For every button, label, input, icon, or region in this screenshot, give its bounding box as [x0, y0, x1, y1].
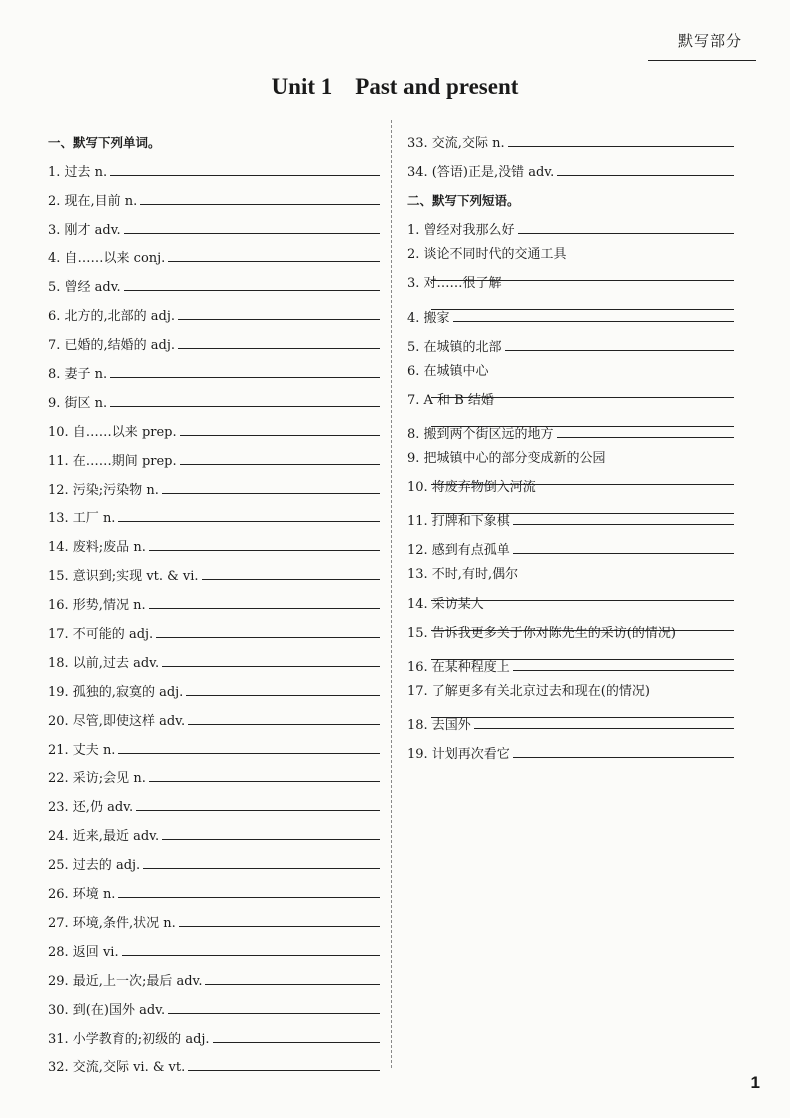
- item-label: 11. 打牌和下象棋: [407, 514, 510, 530]
- list-item: [407, 238, 734, 267]
- list-item: [48, 931, 380, 960]
- list-item: [407, 151, 734, 180]
- list-item: [48, 729, 380, 758]
- answer-blank-line[interactable]: [118, 507, 380, 522]
- answer-blank-line[interactable]: [168, 247, 380, 262]
- header-rule: [648, 60, 756, 61]
- item-label: 7. 已婚的,结婚的 adj.: [48, 338, 176, 354]
- item-label: 4. 搬家: [407, 310, 450, 326]
- list-item: [48, 873, 380, 902]
- column-divider: [391, 120, 392, 1068]
- list-item: [407, 355, 734, 384]
- answer-blank-line[interactable]: [178, 305, 380, 320]
- item-label: 33. 交流,交际 n.: [407, 136, 505, 152]
- list-item: [48, 555, 380, 584]
- item-label: 4. 自……以来 conj.: [48, 251, 166, 267]
- list-item: [407, 529, 734, 558]
- answer-blank-line[interactable]: [513, 743, 734, 758]
- section-title: 二、默写下列短语。: [407, 193, 520, 209]
- answer-blank-line[interactable]: [202, 565, 381, 580]
- item-label: 5. 在城镇的北部: [407, 339, 502, 355]
- answer-blank-line[interactable]: [136, 796, 380, 811]
- list-item: [407, 122, 734, 151]
- answer-blank-line[interactable]: [118, 739, 380, 754]
- right-column: [407, 122, 734, 762]
- list-item: [48, 844, 380, 873]
- list-item: [407, 617, 734, 646]
- list-item: [48, 671, 380, 700]
- list-item: [407, 384, 734, 413]
- answer-blank-line[interactable]: [162, 479, 380, 494]
- answer-blank-line[interactable]: [186, 681, 380, 696]
- item-label: 6. 在城镇中心: [407, 363, 489, 379]
- list-item: [407, 675, 734, 704]
- answer-blank-line[interactable]: [513, 510, 734, 525]
- list-item: [48, 469, 380, 498]
- item-label: 14. 采访某人: [407, 596, 484, 612]
- section-title: 一、默写下列单词。: [48, 134, 161, 150]
- answer-blank-line[interactable]: [110, 161, 380, 176]
- item-label: 14. 废料;废品 n.: [48, 540, 146, 556]
- list-item: [48, 440, 380, 469]
- list-item: [407, 588, 734, 617]
- item-label: 2. 谈论不同时代的交通工具: [407, 247, 567, 263]
- item-label: 27. 环境,条件,状况 n.: [48, 915, 176, 931]
- word-list-continued: [407, 122, 734, 180]
- answer-blank-line[interactable]: [110, 363, 380, 378]
- item-label: 8. 妻子 n.: [48, 367, 108, 383]
- header-label: 默写部分: [677, 32, 742, 50]
- item-label: 31. 小学教育的;初级的 adj.: [48, 1031, 210, 1047]
- answer-blank-line[interactable]: [453, 307, 734, 322]
- list-item: [48, 960, 380, 989]
- list-item: [48, 786, 380, 815]
- item-label: 9. 把城镇中心的部分变成新的公园: [407, 451, 606, 467]
- item-label: 15. 意识到;实现 vt. & vi.: [48, 569, 199, 585]
- answer-blank-line[interactable]: [162, 825, 380, 840]
- item-label: 30. 到(在)国外 adv.: [48, 1002, 166, 1018]
- list-item: [407, 209, 734, 238]
- item-label: 26. 环境 n.: [48, 887, 116, 903]
- item-label: 24. 近来,最近 adv.: [48, 829, 160, 845]
- item-label: 10. 自……以来 prep.: [48, 424, 177, 440]
- item-label: 5. 曾经 adv.: [48, 280, 121, 296]
- item-label: 32. 交流,交际 vi. & vt.: [48, 1060, 186, 1076]
- item-label: 25. 过去的 adj.: [48, 858, 141, 874]
- section-heading-words: [48, 122, 380, 151]
- answer-blank-line[interactable]: [513, 656, 734, 671]
- item-label: 34. (答语)正是,没错 adv.: [407, 165, 555, 181]
- list-item: [48, 498, 380, 527]
- item-label: 2. 现在,目前 n.: [48, 193, 138, 209]
- answer-blank-line[interactable]: [110, 392, 380, 407]
- list-item: [48, 902, 380, 931]
- list-item: [48, 989, 380, 1018]
- answer-blank-line[interactable]: [180, 421, 380, 436]
- item-label: 15. 告诉我更多关于你对陈先生的采访(的情况): [407, 625, 676, 641]
- list-item: [407, 267, 734, 296]
- answer-blank-line[interactable]: [557, 161, 734, 176]
- answer-blank-line[interactable]: [124, 219, 380, 234]
- item-label: 11. 在……期间 prep.: [48, 453, 177, 469]
- answer-blank-line[interactable]: [180, 450, 380, 465]
- answer-blank-line[interactable]: [140, 190, 380, 205]
- list-item: [407, 442, 734, 471]
- item-label: 18. 去国外: [407, 717, 471, 733]
- list-item: [48, 353, 380, 382]
- list-item: [407, 558, 734, 587]
- item-label: 29. 最近,上一次;最后 adv.: [48, 973, 203, 989]
- list-item: [48, 613, 380, 642]
- list-item: [48, 584, 380, 613]
- answer-blank-line[interactable]: [188, 1056, 380, 1071]
- item-label: 17. 不可能的 adj.: [48, 627, 154, 643]
- item-label: 18. 以前,过去 adv.: [48, 655, 160, 671]
- phrase-list: [407, 209, 734, 762]
- word-list: [48, 151, 380, 1076]
- section-heading-phrases: [407, 180, 734, 209]
- item-label: 16. 形势,情况 n.: [48, 598, 146, 614]
- item-label: 19. 孤独的,寂寞的 adj.: [48, 684, 184, 700]
- list-item: [48, 209, 380, 238]
- list-item: [48, 238, 380, 267]
- list-item: [48, 151, 380, 180]
- left-column: [48, 122, 380, 1075]
- item-label: 9. 街区 n.: [48, 395, 108, 411]
- list-item: [48, 266, 380, 295]
- item-label: 8. 搬到两个街区远的地方: [407, 427, 554, 443]
- item-label: 3. 刚才 adv.: [48, 222, 121, 238]
- item-label: 21. 丈夫 n.: [48, 742, 116, 758]
- answer-blank-line[interactable]: [179, 912, 380, 927]
- answer-blank-line[interactable]: [156, 623, 380, 638]
- item-label: 28. 返回 vi.: [48, 944, 119, 960]
- list-item: [48, 180, 380, 209]
- item-label: 17. 了解更多有关北京过去和现在(的情况): [407, 683, 650, 699]
- answer-blank-line[interactable]: [149, 767, 380, 782]
- answer-blank-line[interactable]: [168, 999, 380, 1014]
- item-label: 22. 采访;会见 n.: [48, 771, 146, 787]
- answer-blank-line[interactable]: [122, 941, 380, 956]
- item-label: 19. 计划再次看它: [407, 747, 510, 763]
- list-item: [407, 471, 734, 500]
- list-item: [48, 642, 380, 671]
- list-item: [48, 526, 380, 555]
- item-label: 1. 曾经对我那么好: [407, 223, 515, 239]
- item-label: 12. 污染;污染物 n.: [48, 482, 159, 498]
- answer-blank-line[interactable]: [149, 536, 380, 551]
- answer-blank-line[interactable]: [118, 883, 380, 898]
- list-item: [48, 700, 380, 729]
- item-label: 6. 北方的,北部的 adj.: [48, 309, 176, 325]
- list-item: [48, 411, 380, 440]
- answer-blank-line[interactable]: [508, 132, 734, 147]
- item-label: 20. 尽管,即使这样 adv.: [48, 713, 186, 729]
- item-label: 12. 感到有点孤单: [407, 543, 510, 559]
- answer-blank-line[interactable]: [149, 594, 380, 609]
- item-label: 13. 工厂 n.: [48, 511, 116, 527]
- item-label: 16. 在某种程度上: [407, 659, 510, 675]
- page-title: Unit 1 Past and present: [271, 74, 519, 99]
- page-number: 1: [750, 1073, 760, 1092]
- answer-blank-line[interactable]: [188, 710, 380, 725]
- answer-blank-line[interactable]: [513, 539, 734, 554]
- list-item: [48, 815, 380, 844]
- item-label: 7. A 和 B 结婚: [407, 392, 494, 408]
- answer-blank-line[interactable]: [505, 336, 734, 351]
- list-item: [48, 324, 380, 353]
- list-item: [48, 1018, 380, 1047]
- answer-blank-line[interactable]: [205, 970, 380, 985]
- answer-blank-line[interactable]: [124, 276, 380, 291]
- answer-blank-line[interactable]: [518, 219, 734, 234]
- answer-blank-line[interactable]: [557, 423, 734, 438]
- list-item: [48, 1047, 380, 1076]
- answer-blank-line[interactable]: [162, 652, 380, 667]
- answer-blank-line[interactable]: [213, 1028, 380, 1043]
- answer-blank-line[interactable]: [178, 334, 380, 349]
- item-label: 23. 还,仍 adv.: [48, 800, 134, 816]
- answer-blank-line[interactable]: [474, 714, 734, 729]
- list-item: [407, 733, 734, 762]
- list-item: [407, 326, 734, 355]
- item-label: 13. 不时,有时,偶尔: [407, 567, 519, 583]
- list-item: [48, 382, 380, 411]
- list-item: [48, 758, 380, 787]
- item-label: 10. 将废弃物倒入河流: [407, 480, 536, 496]
- item-label: 3. 对……很了解: [407, 276, 502, 292]
- answer-blank-line[interactable]: [143, 854, 380, 869]
- item-label: 1. 过去 n.: [48, 164, 108, 180]
- list-item: [48, 295, 380, 324]
